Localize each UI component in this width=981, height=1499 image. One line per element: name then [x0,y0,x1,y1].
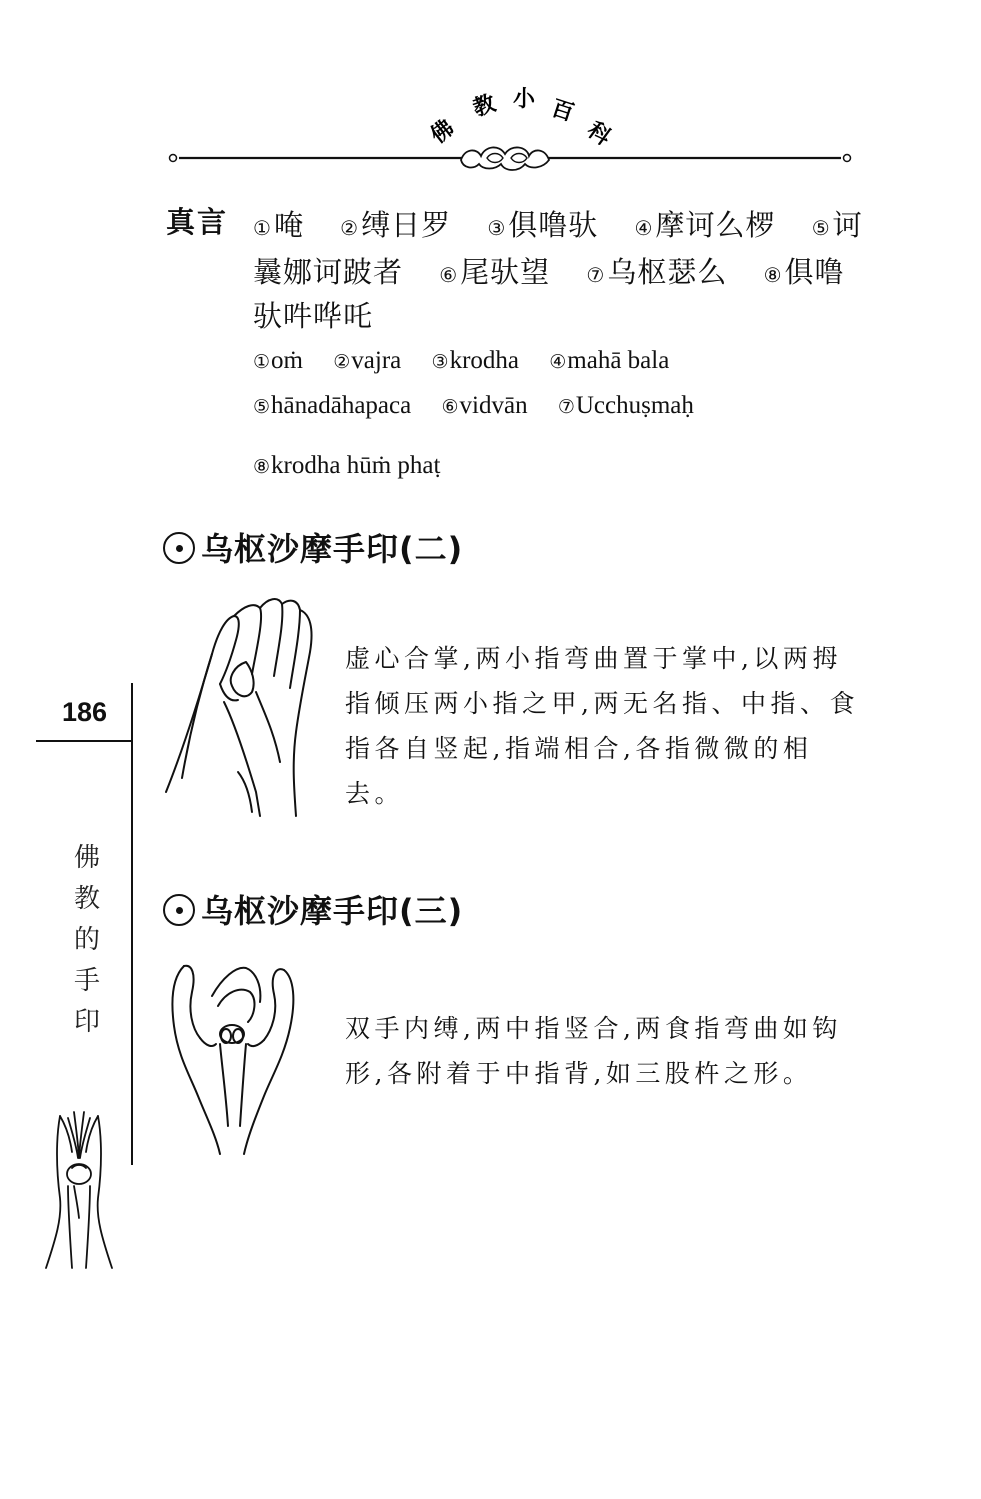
mantra-sanskrit-line [253,392,694,420]
mantra-item-number: ⑤ [811,216,831,240]
mantra-item-number: ② [333,352,351,373]
mantra-item-text: 俱噜 [784,255,845,289]
margin-divider-horizontal [36,740,132,742]
chapter-title-vertical [70,838,104,1043]
bullet-circle-icon [163,532,195,564]
chapter-title-char: 的 [73,925,100,955]
mantra-item-text: 诃 [832,208,863,242]
mantra-item-number: ⑤ [253,397,271,418]
mantra-item-number: ④ [634,216,654,240]
mantra-item-number: ⑦ [557,397,575,418]
mantra-chinese-line [253,294,373,335]
mantra-label: 真言 [166,205,229,239]
mantra-item-text: mahā bala [567,347,670,374]
mantra-item-text: Ucchuṣmaḥ [575,392,694,419]
series-title-char: 佛 [426,115,460,149]
mantra-item-text: 缚日罗 [361,208,452,242]
chapter-title-char: 手 [73,966,100,996]
mantra-item-number: ⑥ [439,263,459,287]
mantra-item-text: 乌枢瑟么 [607,255,728,289]
mantra-item-text: 曩娜诃跛者 [253,255,404,289]
mantra-item-number: ⑦ [586,263,606,287]
section-heading [163,886,463,932]
mantra-item-number: ① [253,352,271,373]
margin-divider-vertical [131,683,133,1165]
mantra-sanskrit-line [253,347,669,375]
mudra-hands-illustration [156,956,306,1156]
mantra-item-text: 驮吽哗吒 [253,299,374,333]
section-heading [163,524,463,570]
praying-hands-icon [42,1108,116,1272]
chapter-title-char: 印 [73,1007,100,1037]
chapter-title-char: 教 [73,884,100,914]
series-title-char: 百 [548,95,577,127]
mantra-item-number: ⑧ [763,263,783,287]
header-ornament-rule [165,140,855,184]
series-title-char: 小 [513,87,536,112]
mantra-item-text: 尾驮望 [460,255,551,289]
section-heading-text: 乌枢沙摩手印(二) [201,530,464,568]
mantra-item-number: ② [340,216,360,240]
mantra-item-number: ④ [549,352,567,373]
mantra-item-text: 唵 [273,208,304,242]
mantra-item-number: ③ [487,216,507,240]
mantra-chinese-line [253,250,845,291]
page-number: 186 [62,697,108,727]
mantra-item-number: ⑧ [253,457,271,478]
chapter-title-char: 佛 [73,843,100,873]
mantra-item-number: ⑥ [441,397,459,418]
bullet-circle-icon [163,894,195,926]
mantra-item-text: 俱噜驮 [508,208,599,242]
mantra-item-text: hānadāhapaca [271,392,412,419]
mantra-item-text: krodha [449,347,519,374]
mantra-item-text: oṁ [271,347,303,374]
section-heading-text: 乌枢沙摩手印(三) [201,892,464,930]
section-description: 双手内缚,两中指竖合,两食指弯曲如钩形,各附着于中指背,如三股杵之形。 [345,1014,842,1088]
mantra-sanskrit-line [253,452,440,480]
mantra-item-number: ① [253,216,272,240]
mudra-hands-illustration [160,592,322,818]
series-title-char: 科 [582,117,615,151]
section-description: 虚心合掌,两小指弯曲置于掌中,以两拇指倾压两小指之甲,两无名指、中指、食指各自竖起,指端相合,各指微微的相去。 [345,644,859,808]
mantra-item-text: 摩诃么椤 [655,208,776,242]
mantra-item-text: vidvān [459,392,528,419]
mantra-item-text: krodha hūṁ phaṭ [271,452,441,479]
mantra-item-text: vajra [351,347,402,374]
mantra-item-number: ③ [431,352,449,373]
mantra-chinese-line [253,203,863,244]
series-title-char: 教 [470,91,499,122]
